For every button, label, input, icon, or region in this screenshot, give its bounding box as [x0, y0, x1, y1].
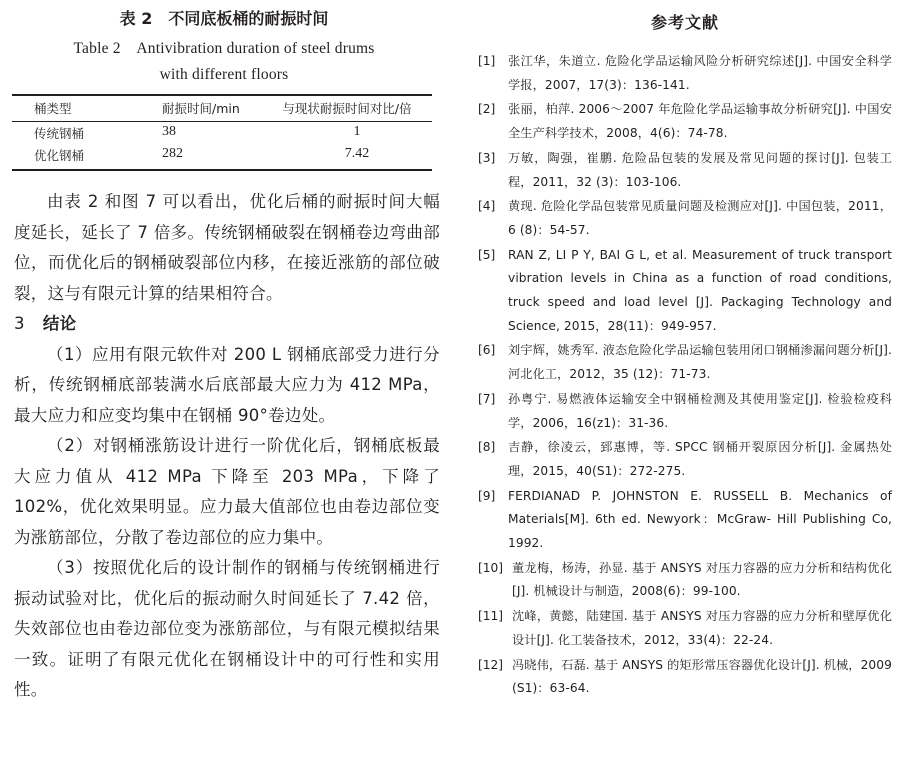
table-header-cell: 与现状耐振时间对比/倍 — [282, 101, 412, 116]
reference-item — [478, 98, 892, 145]
reference-text: 刘宇辉，姚秀军. 液态危险化学品运输包装用闭口钢桶渗漏问题分析[J]. 河北化工，2012，35 (12)：71-73. — [508, 343, 892, 382]
reference-number: [5] — [478, 247, 496, 262]
reference-item — [478, 485, 892, 556]
reference-item — [478, 195, 892, 242]
reference-item — [478, 147, 892, 194]
table-row — [12, 146, 432, 168]
paragraph: 由表 2 和图 7 可以看出，优化后桶的耐振时间大幅度延长，延长了 7 倍多。传统钢桶破裂在钢桶卷边弯曲部位，而优化后的钢桶破裂部位内移，在接近涨筋的部位破裂，这与有限元计算的结果相符合。 — [14, 192, 440, 303]
table-cell: 优化钢桶 — [34, 148, 85, 163]
reference-item — [478, 605, 892, 652]
reference-number: [10] — [478, 560, 504, 575]
table-bottom-rule — [12, 169, 432, 171]
reference-text: 沈峰，黄懿，陆建国. 基于 ANSYS 对压力容器的应力分析和壁厚优化设计[J]. 化工装备技术，2012，33(4)：22-24. — [512, 609, 892, 647]
reference-item — [478, 557, 892, 604]
reference-number: [2] — [478, 102, 496, 117]
table-cell: 7.42 — [344, 146, 370, 161]
reference-number: [8] — [478, 440, 496, 455]
reference-item — [478, 436, 892, 483]
reference-number: [11] — [478, 609, 504, 624]
paragraph: （1）应用有限元软件对 200 L 钢桶底部受力进行分析，传统钢桶底部装满水后底部最大应力为 412 MPa，最大应力和应变均集中在钢桶 90°卷边处。 — [14, 344, 440, 425]
reference-number: [1] — [478, 54, 496, 68]
reference-text: 董龙梅，杨涛，孙显. 基于 ANSYS 对压力容器的应力分析和结构优化[J]. 机械设计与制造，2008(6)：99-100. — [512, 560, 892, 599]
table-title-en-line2: with different floors — [159, 66, 289, 83]
reference-number: [3] — [478, 150, 496, 165]
section-title: 结论 — [42, 314, 77, 333]
table-header-cell: 耐振时间/min — [162, 101, 240, 116]
reference-list — [478, 50, 892, 702]
section-heading — [14, 309, 440, 340]
table-top-rule — [12, 94, 432, 96]
reference-text: RAN Z, LI P Y, BAI G L, et al. Measurement of truck transport vibration levels in China as a function of road conditions, truck speed and load level [J]. Packaging Technology and Science, 2015，28(11)：949-957. — [508, 247, 892, 333]
reference-text: 吉静，徐凌云，郅惠博，等. SPCC 钢桶开裂原因分析[J]. 金属热处理，2015，40(S1)：272-275. — [508, 440, 892, 478]
table-cell: 1 — [353, 124, 361, 139]
section-number: 3 — [14, 314, 25, 333]
reference-number: [4] — [478, 199, 496, 214]
reference-item — [478, 654, 892, 701]
reference-text: 孙粤宁. 易燃液体运输安全中钢桶检测及其使用鉴定[J]. 检验检疫科学，2006，16(z1)：31-36. — [508, 391, 892, 430]
references-title: 参考文献 — [650, 13, 719, 32]
table-title-en-line1: Table 2 Antivibration duration of steel drums — [73, 40, 375, 57]
reference-item — [478, 50, 892, 97]
reference-text: FERDIANAD P. JOHNSTON E. RUSSELL B. Mechanics of Materials[M]. 6th ed. Newyork：McGraw- Hill Publishing Co, 1992. — [508, 488, 892, 551]
reference-item — [478, 244, 892, 339]
paragraph: （3）按照优化后的设计制作的钢桶与传统钢桶进行振动试验对比，优化后的振动耐久时间延长了 7.42 倍，失效部位也由卷边部位变为涨筋部位，与有限元模拟结果一致。证明了有限元优化在钢桶设计中的可行性和实用性。 — [14, 558, 440, 699]
table-header-row — [12, 99, 432, 121]
table-row — [12, 124, 432, 146]
paragraph: （2）对钢桶涨筋设计进行一阶优化后，钢桶底板最大应力值从 412 MPa 下降至 203 MPa，下降了 102%，优化效果明显。应力最大值部位也由卷边部位变为涨筋部位，分散了卷边部位的应力集中。 — [14, 436, 440, 547]
reference-text: 张丽，柏萍. 2006～2007 年危险化学品运输事故分析研究[J]. 中国安全生产科学技术，2008，4(6)：74-78. — [508, 102, 892, 141]
table-cell: 传统钢桶 — [34, 126, 85, 141]
reference-text: 万敏，陶强，崔鹏. 危险品包装的发展及常见问题的探讨[J]. 包装工程，2011，32 (3)：103-106. — [508, 150, 892, 189]
reference-number: [7] — [478, 391, 496, 406]
table-title-cn: 表 2 不同底板桶的耐振时间 — [119, 9, 329, 28]
reference-number: [12] — [478, 657, 504, 672]
table-header-cell: 桶类型 — [34, 101, 72, 116]
reference-number: [9] — [478, 488, 496, 503]
reference-item — [478, 339, 892, 386]
reference-text: 张江华，朱道立. 危险化学品运输风险分析研究综述[J]. 中国安全科学学报，2007，17(3)：136-141. — [508, 54, 892, 92]
reference-item — [478, 388, 892, 435]
table-header-rule — [12, 121, 432, 122]
table-cell: 38 — [162, 124, 176, 139]
table-title-en — [4, 36, 444, 88]
table-cell: 282 — [162, 146, 183, 161]
reference-text: 黄现. 危险化学品包装常见质量问题及检测应对[J]. 中国包装，2011，6 (8)：54-57. — [508, 199, 892, 237]
reference-text: 冯晓伟，石磊. 基于 ANSYS 的矩形常压容器优化设计[J]. 机械，2009 (S1)：63-64. — [512, 657, 892, 696]
reference-number: [6] — [478, 343, 496, 358]
body-text — [14, 187, 440, 706]
